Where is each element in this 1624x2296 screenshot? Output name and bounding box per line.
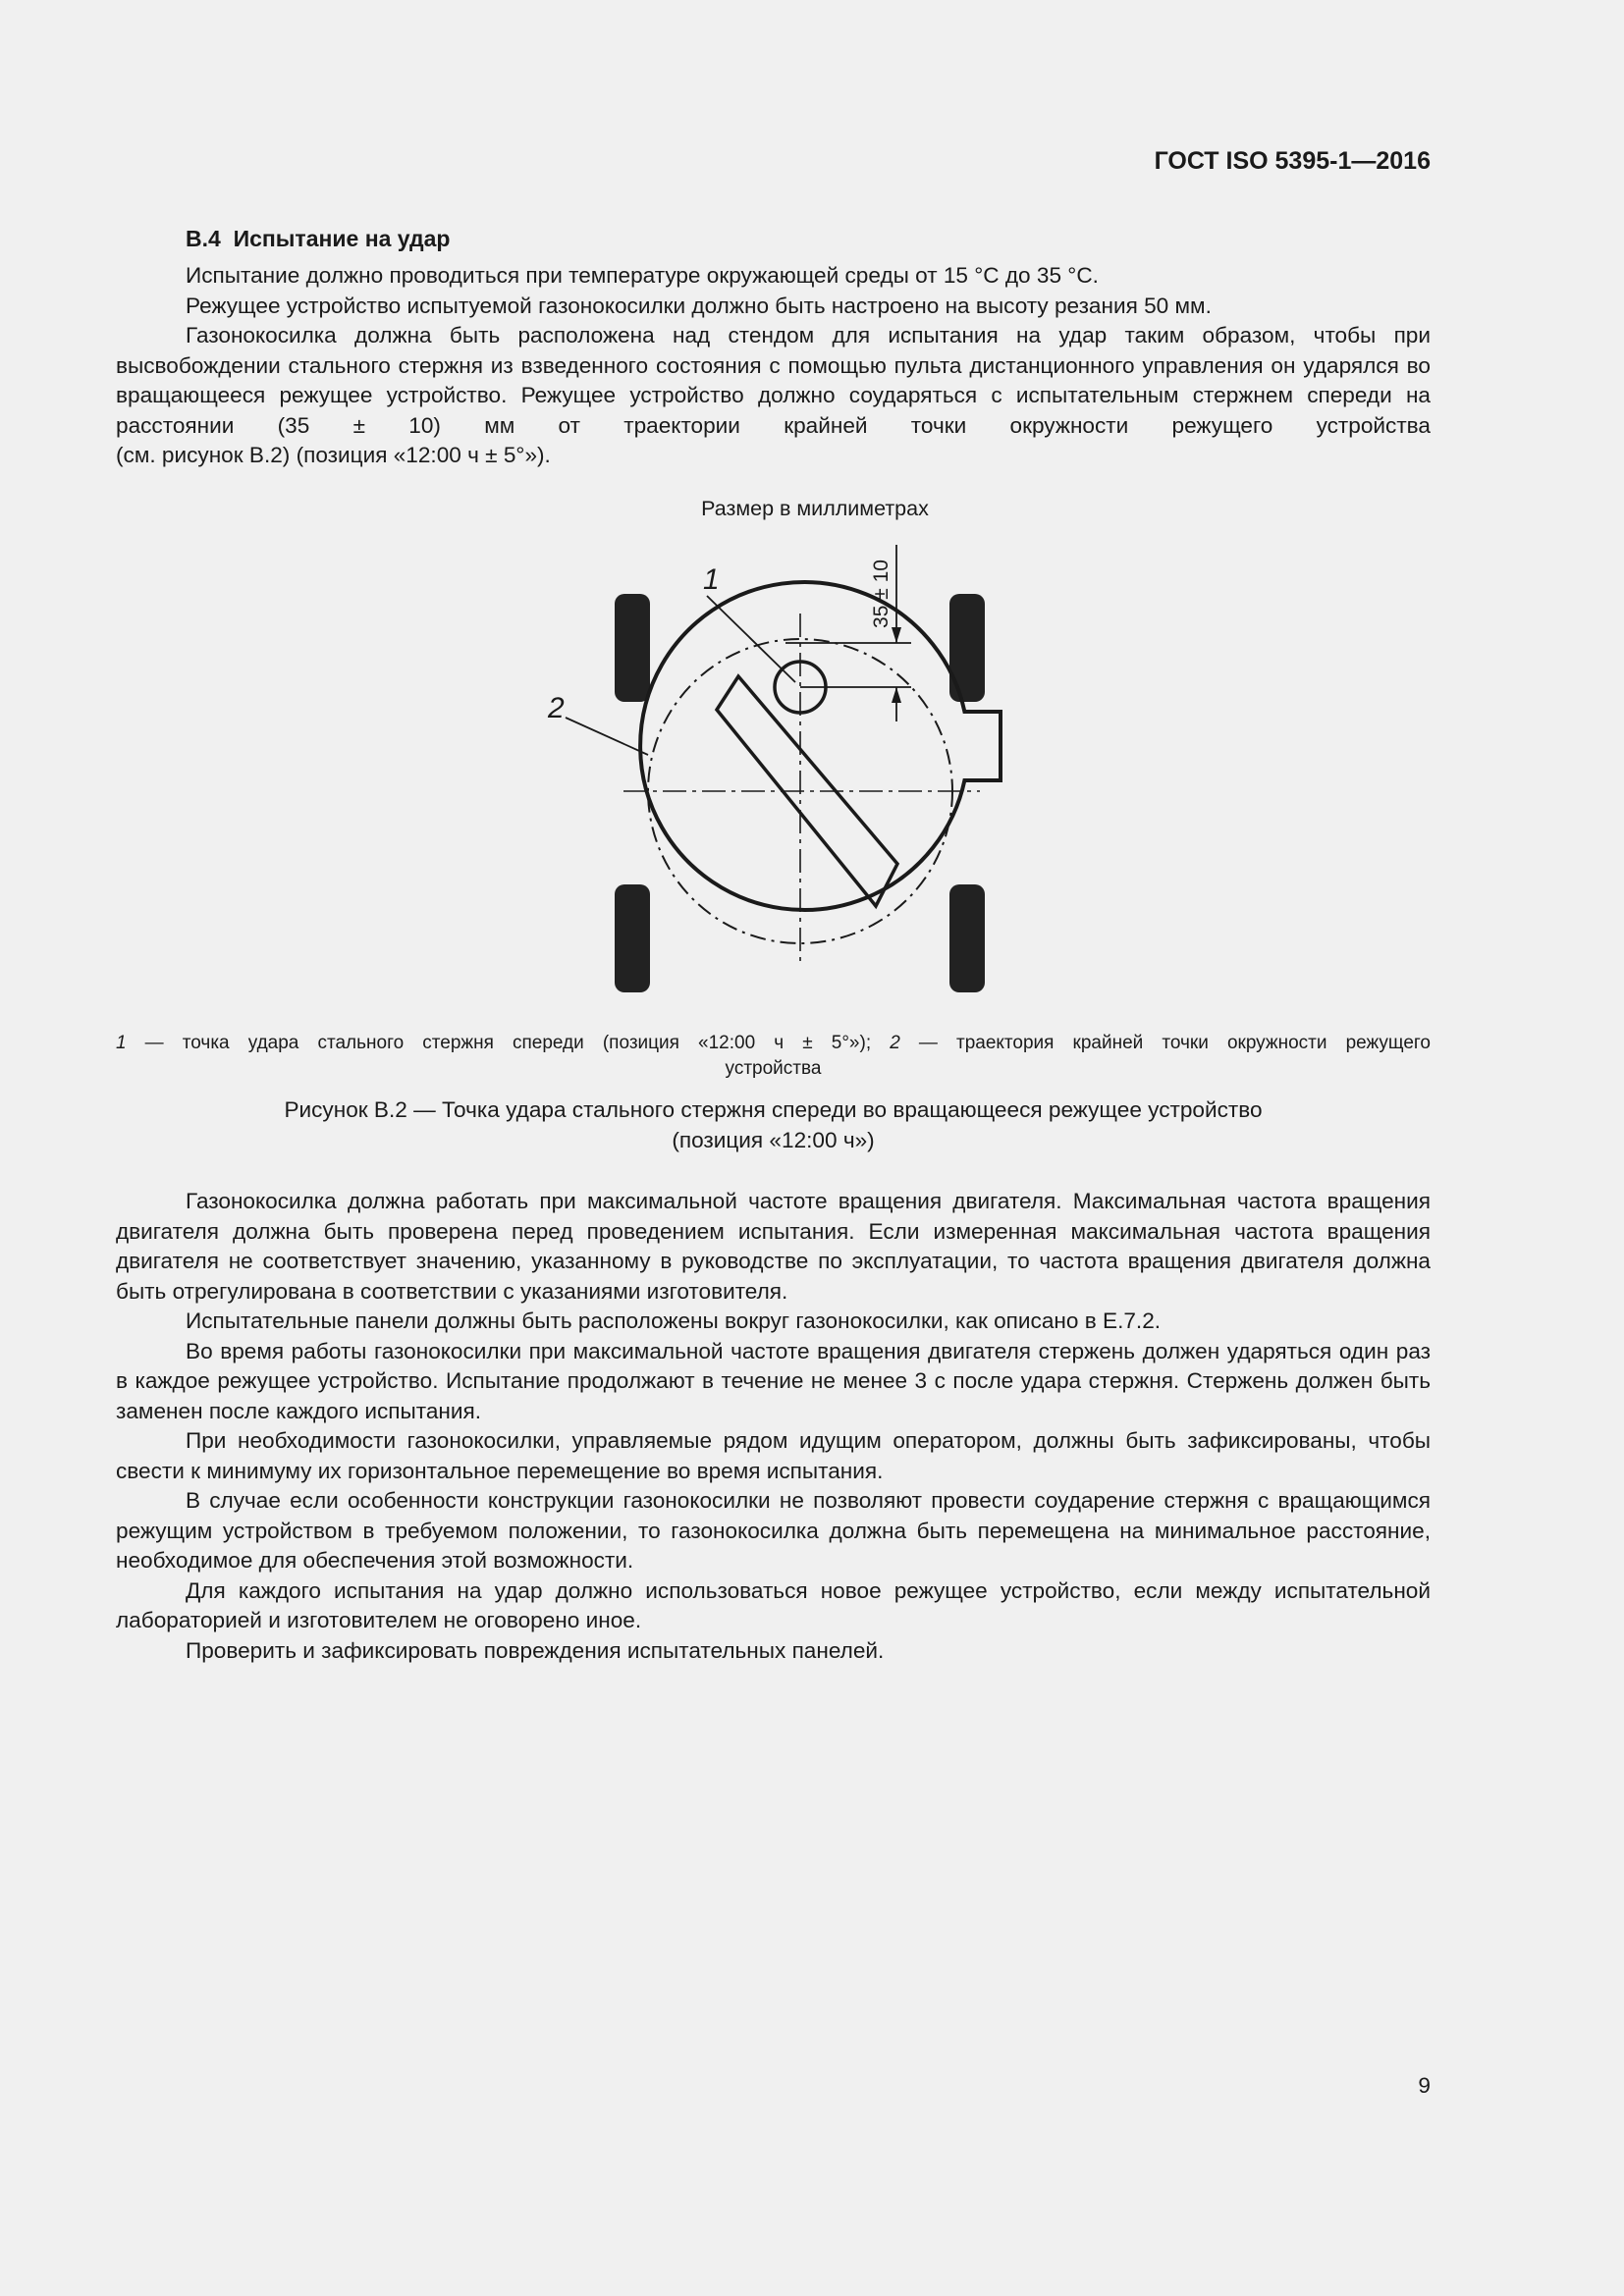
callout-1-leader <box>707 596 795 682</box>
legend-line-2: устройства <box>725 1058 822 1079</box>
legend-item-1-text: — точка удара стального стержня спереди (позиция «12:00 ч ± 5°»); <box>126 1033 891 1053</box>
wheel-rear-right <box>949 884 985 992</box>
section-heading <box>186 226 450 252</box>
dimension-label: 35 ± 10 <box>870 560 893 628</box>
wheel-rear-left <box>615 884 650 992</box>
body-paragraph-7: Проверить и зафиксировать повреждения испытательных панелей. <box>186 1637 885 1663</box>
dim-arrow-top <box>892 627 901 643</box>
figure-legend <box>116 1031 1431 1082</box>
page-number: 9 <box>1418 2073 1431 2098</box>
intro-paragraph-3: Газонокосилка должна быть расположена над стендом для испытания на удар таким образом, чтобы при высвобождении стального стержня из взведенного состояния с помощью пульта дистанционного управления он ударялся во вращающееся режущее устройство. Режущее устройство должно соударяться с испытательным стержнем спереди на расстоянии (35 ± 10) мм от траектории крайней точки окружности режущего устройства <box>116 323 1431 438</box>
legend-item-1-number: 1 <box>116 1033 127 1053</box>
body-text <box>116 1187 1431 1666</box>
callout-2: 2 <box>548 692 565 724</box>
callout-2-leader <box>566 718 648 755</box>
intro-paragraph-1: Испытание должно проводиться при температуре окружающей среды от 15 °C до 35 °C. <box>186 263 1099 288</box>
legend-line-1 <box>116 1031 1431 1056</box>
body-paragraph-1: Газонокосилка должна работать при максимальной частоте вращения двигателя. Максимальная частота вращения двигателя должна быть проверена перед проведением испытания. Если измеренная максимальная частота вращения двигателя не соответствует значению, указанному в руководстве по эксплуатации, то частота вращения двигателя должна быть отрегулирована в соответствии с указаниями изготовителя. <box>116 1189 1431 1304</box>
caption-line-1: Рисунок B.2 — Точка удара стального стержня спереди во вращающееся режущее устройство <box>284 1097 1263 1122</box>
body-paragraph-4: При необходимости газонокосилки, управляемые рядом идущим оператором, должны быть зафиксированы, чтобы свести к минимуму их горизонтальное перемещение во время испытания. <box>116 1428 1431 1483</box>
dim-arrow-bottom <box>892 687 901 703</box>
section-title: Испытание на удар <box>233 226 451 251</box>
intro-paragraph-2: Режущее устройство испытуемой газонокосилки должно быть настроено на высоту резания 50 мм. <box>186 293 1212 318</box>
figure-caption <box>116 1095 1431 1155</box>
mower-deck <box>640 582 1001 910</box>
intro-paragraph-3-end: (см. рисунок B.2) (позиция «12:00 ч ± 5°»). <box>116 443 551 467</box>
body-paragraph-2: Испытательные панели должны быть расположены вокруг газонокосилки, как описано в E.7.2. <box>186 1308 1162 1333</box>
callout-1: 1 <box>703 563 720 596</box>
body-paragraph-6: Для каждого испытания на удар должно использоваться новое режущее устройство, если между испытательной лабораторией и изготовителем не оговорено иное. <box>116 1577 1431 1632</box>
intro-text <box>116 261 1431 471</box>
body-paragraph-3: Во время работы газонокосилки при максимальной частоте вращения двигателя стержень должен ударяться один раз в каждое режущее устройство. Испытание продолжают в течение не менее 3 с после удара стержня. Стержень должен быть заменен после каждого испытания. <box>116 1338 1431 1423</box>
dimension-note: Размер в миллиметрах <box>701 497 929 520</box>
wheel-front-left <box>615 594 650 702</box>
section-number: B.4 <box>186 226 221 251</box>
caption-line-2: (позиция «12:00 ч») <box>672 1127 875 1152</box>
body-paragraph-5: В случае если особенности конструкции газонокосилки не позволяют провести соударение стержня с вращающимся режущим устройством в требуемом положении, то газонокосилка должна быть перемещена на минимальное расстояние, необходимое для обеспечения этой возможности. <box>116 1488 1431 1573</box>
impact-figure <box>520 535 1070 1006</box>
standard-code: ГОСТ ISO 5395-1—2016 <box>1154 147 1431 175</box>
legend-item-2-text: — траектория крайней точки окружности режущего <box>899 1033 1431 1053</box>
legend-item-2-number: 2 <box>890 1033 900 1053</box>
